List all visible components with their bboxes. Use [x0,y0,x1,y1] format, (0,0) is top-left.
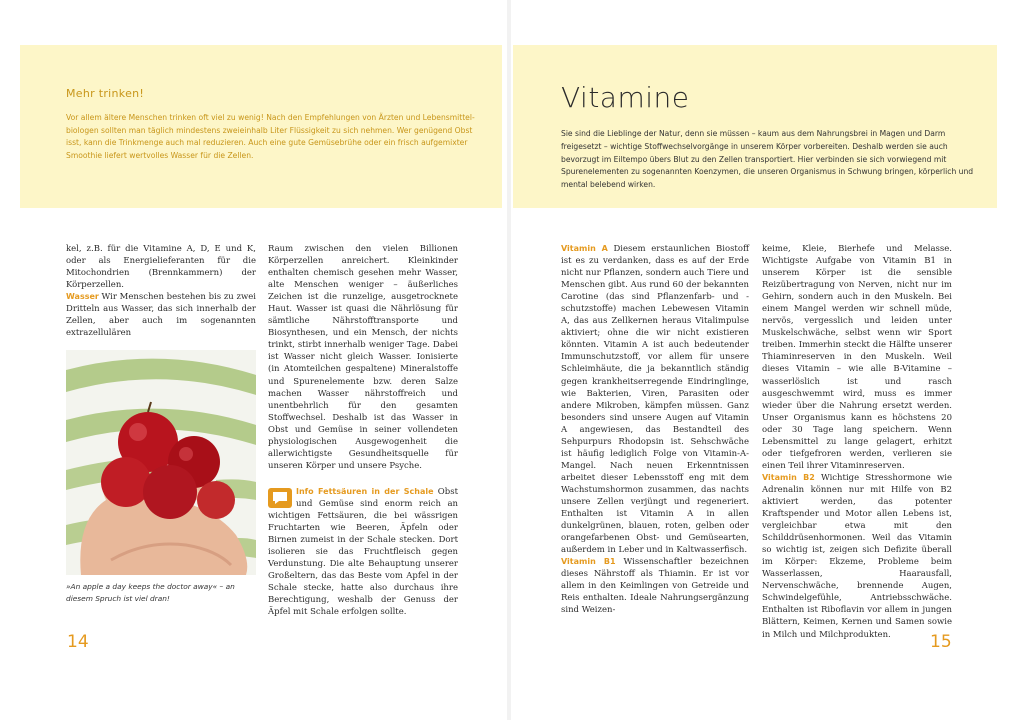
keyword-water: Wasser [66,292,99,302]
keyword-vitamin-b1: Vitamin B1 [561,557,616,567]
tip-box [20,45,502,208]
paragraph-vitamin-a-text: Diesem erstaunlichen Biostoff ist es zu verdanken, dass es auf der Erde nicht nur Pflanzen, sondern auch Tiere und Menschen gibt. Aus rund 60 der bekannten Carotine (das sind Pflanzenfarb- und -schutzstoffe) machen Lebewesen Vitamin A, das aus Zellkernen heraus Vitalimpulse aktiviert; ohne die wir nicht existieren könnten. Vitamin A ist auch bedeutender Immunschutzstoff, vor allem für unsere Schleimhäute, die ja bekanntlich ständig gegen krankheitserregende Eindringlinge, wie Bakterien, Viren, Parasiten oder andere Mikroben, kämpfen müssen. Ganz besonders sind unsere Augen auf Vitamin A angewiesen, das Bestandteil des Sehpurpurs Rhodopsin ist. Sehschwäche ist häufig lediglich Folge von Vitamin-A-Mangel. Nach neuen Erkenntnissen arbeitet dieser Lebensstoff eng mit dem Wachstumshormon zusammen, das nachts unsere Zellen verjüngt und regeneriert. Enthalten ist Vitamin A in allen dunkelgrünen, blauen, roten, gelben oder orangefarbenen Obst- und Gemüsearten, außerdem in Leber und in Kaltwasserfisch. [561,244,750,556]
tip-box-text: Vor allem ältere Menschen trinken oft viel zu wenig! Nach den Empfehlungen von Ärzten und Lebensmittel-biologen sollten man täglich mindestens zweieinhalb Liter Flüssigkeit zu sich nehmen. Wer genügend Obst isst, kann die Trinkmenge auch mal reduzieren. Auch eine gute Gemüsebrühe oder ein frisch aufgemixter Smoothie liefert wertvolles Wasser für die Zellen. [66,113,475,160]
left-page [0,0,507,720]
info-box-fatty-acids [268,486,458,619]
paragraph-vitamin-b2 [762,472,952,641]
paragraph-vitamin-a [561,243,749,556]
keyword-info-fatty-acids: Info Fettsäuren in der Schale [296,486,434,496]
info-speech-bubble-icon [268,488,292,508]
intro-box [513,45,997,208]
paragraph-water-continued: Raum zwischen den vielen Billionen Körperzellen anreichert. Kleinkinder enthalten chemisch gesehen mehr Wasser, alte Menschen weniger – äußerliches Zeichen ist die runzelige, ausgetrocknete Haut. Wasser ist quasi die Nährlösung für sämtliche Nährstofftransporte und Biosynthesen, und ein Mensch, der nichts trinkt, stirbt innerhalb weniger Tage. Dabei ist Wasser nicht gleich Wasser. Ionisierte (in Atomteilchen gespaltene) Mineralstoffe und Spurenelemente bzw. deren Salze machen Wasser nährstoffreich und unentbehrlich für den gesamten Stoffwechsel. Deshalb ist das Wasser in Obst und Gemüse in seiner vollendeten physiologischen Ausgewogenheit die allerwichtigste Gesundheitsquelle für unseren Körper und unsere Psyche. [268,244,458,471]
paragraph-water [66,291,256,339]
paragraph-vitamin-b2-text: Wichtige Stresshormone wie Adrenalin können nur mit Hilfe von B2 aktiviert werden, das potenter Kraftspender und Motor allen Lebens ist, vergleichbar etwa mit den Schilddrüsenhormonen. Weil das Vitamin so wichtig ist, zeigen sich Defizite überall im Körper: Ekzeme, Probleme beim Wasserlassen, Haarausfall, Nervenschwäche, brennende Augen, Schwindelgefühle, Antriebsschwäche. Enthalten ist Riboflavin vor allem in jungen Blättern, Keimen, Kernen und Samen sowie in Milch und Milchprodukten. [762,472,952,640]
tip-box-heading: Mehr trinken! [66,87,145,100]
apples-in-hands-photo [66,350,256,575]
paragraph-fat-continuation: kel, z.B. für die Vitamine A, D, E und K, oder als Energielieferanten für die Mitochondrien (Brennkammern) der Körperzellen. [66,244,256,291]
left-column-1 [66,243,256,339]
paragraph-vitamin-b1 [561,556,749,616]
page-number-right: 15 [930,632,952,652]
right-column-1 [561,243,749,616]
right-column-2 [762,243,952,641]
keyword-vitamin-b2: Vitamin B2 [762,472,815,482]
keyword-vitamin-a: Vitamin A [561,244,608,253]
left-column-2 [268,243,458,618]
paragraph-vitamin-b1-text: Wissenschaftler bezeichnen dieses Nährstoff als Thiamin. Er ist vor allem in den Keimlingen von Getreide und Reis enthalten. Ideale Nahrungsergänzung sind Weizen- [561,557,749,616]
photo-caption: »An apple a day keeps the doctor away« – an diesem Spruch ist viel dran! [66,582,235,603]
page-number-left: 14 [67,632,89,652]
paragraph-vitamin-b1-continued: keime, Kleie, Bierhefe und Melasse. Wichtigste Aufgabe von Vitamin B1 in unserem Körper ist die sensible Reizübertragung von Nerven, nicht nur im Gehirn, sondern auch in den Muskeln. Bei einem Mangel werden wir schnell müde, nervös, vergesslich und leiden unter Muskelschwäche, selbst wenn wir Sport treiben. Immerhin steckt die Hälfte unserer Thiaminreserven in den Muskeln. Weil dieses Vitamin – wie alle B-Vitamine – wasserlöslich ist und rasch ausgeschwemmt wird, muss es immer wieder über die Nahrung ersetzt werden. Unser Organismus kann es höchstens 20 oder 30 Tage lang speichern. Wenn Lebensmittel zu lange gelagert, erhitzt oder tiefgefroren werden, verlieren sie einen Teil ihrer Vitaminreserven. [762,244,952,471]
info-paragraph-text: Obst und Gemüse sind enorm reich an wichtigen Fettsäuren, die bei wässrigen Fruchtarten wie Beeren, Äpfeln oder Birnen zumeist in der Schale stecken. Dort isolieren sie das Fruchtfleisch gegen Verdunstung. Die alte Behauptung unserer Großeltern, das das Beste vom Apfel in der Schale stecke, hatte also durchaus ihre Berechtigung, weshalb der Genuss der Äpfel mit Schale erfolgen sollte. [268,486,458,618]
paragraph-water-text: Wir Menschen bestehen bis zu zwei Dritteln aus Wasser, das sich innerhalb der Zellen, aber auch im sogenannten extrazellulären [66,292,256,339]
chapter-title: Vitamine [561,81,690,114]
right-page [511,0,1018,720]
apples-photo-illustration [66,350,256,575]
intro-text: Sie sind die Lieblinge der Natur, denn sie müssen – kaum aus dem Nahrungsbrei in Magen und Darm freigesetzt – wichtige Stoffwechselvorgänge in unserem Körper vorbereiten. Deshalb werden sie auch bevorzugt im Eiltempo übers Blut zu den Zellen transportiert. Hier verbinden sie sich vorwiegend mit Spurenelementen zu sogenannten Koenzymen, die unseren Organismus in Schwung bringen, körperlich und mental belebend wirken. [561,129,974,190]
info-paragraph [268,486,458,619]
